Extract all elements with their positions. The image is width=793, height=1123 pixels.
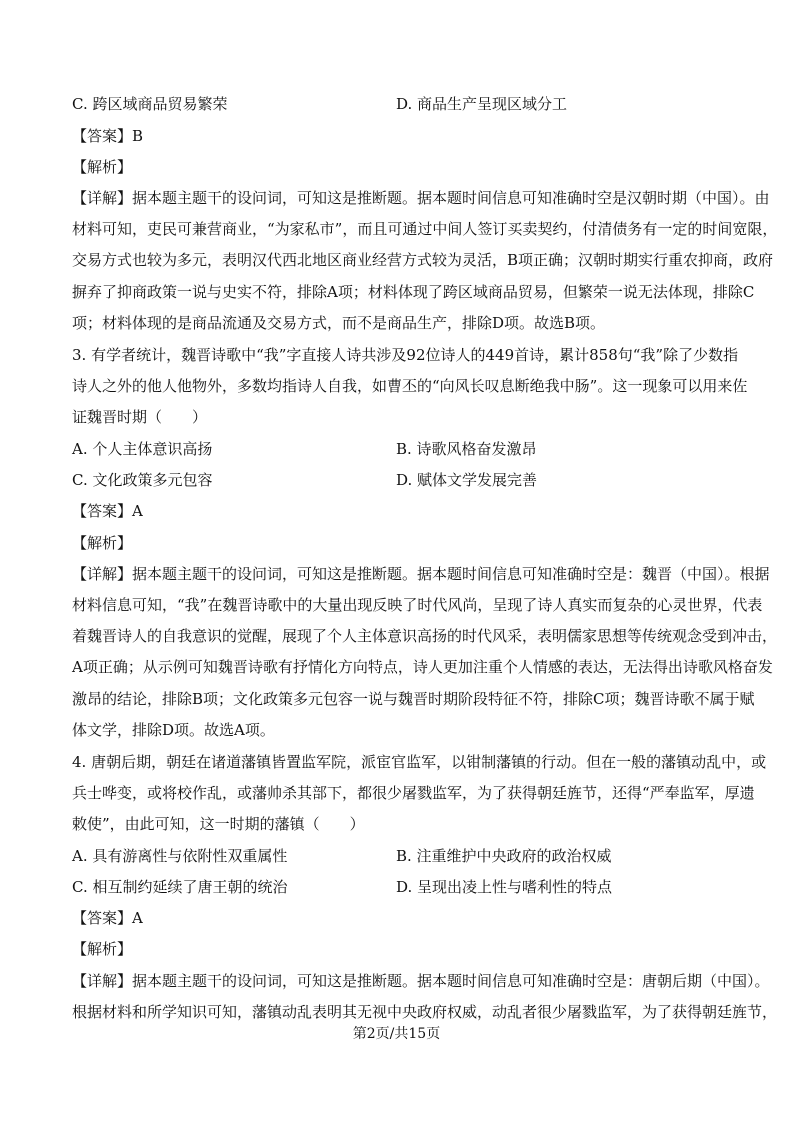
q3-analysis-label: 【解析】 <box>72 534 133 552</box>
page-number-footer: 第2页/共15页 <box>352 1026 441 1042</box>
q3-stem-line: 证魏晋时期（ ） <box>72 408 208 426</box>
q3-detail-line: 体文学，排除D项。故选A项。 <box>72 721 275 739</box>
q2-detail-line: 【详解】据本题主题干的设问词，可知这是推断题。据本题时间信息可知准确时空是汉朝时期（中国）。由 <box>72 189 770 207</box>
q4-stem-line: 4. 唐朝后期，朝廷在诸道藩镇皆置监军院，派宦官监军，以钳制藩镇的行动。但在一般的藩镇动乱中，或 <box>72 753 767 771</box>
q3-option-c: C. 文化政策多元包容 <box>72 471 213 489</box>
q2-detail-line: 材料可知，吏民可兼营商业，“为家私市”，而且可通过中间人签订买卖契约，付清债务有一定的时间宽限， <box>72 220 778 238</box>
q3-detail-line: A项正确；从示例可知魏晋诗歌有抒情化方向特点，诗人更加注重个人情感的表达，无法得出诗歌风格奋发 <box>72 658 773 676</box>
q3-detail-line: 激昂的结论，排除B项；文化政策多元包容一说与魏晋时期阶段特征不符，排除C项；魏晋诗歌不属于赋 <box>72 690 755 708</box>
q4-stem-line: 敕使”，由此可知，这一时期的藩镇（ ） <box>72 815 365 833</box>
q3-detail-line: 【详解】据本题主题干的设问词，可知这是推断题。据本题时间信息可知准确时空是：魏晋（中国）。根据 <box>72 565 770 583</box>
q2-detail-line: 摒弃了抑商政策一说与史实不符，排除A项；材料体现了跨区域商品贸易，但繁荣一说无法体现，排除C <box>72 283 755 301</box>
q2-detail-line: 交易方式也较为多元，表明汉代西北地区商业经营方式较为灵活，B项正确；汉朝时期实行重农抑商，政府 <box>72 251 774 269</box>
q3-option-a: A. 个人主体意识高扬 <box>72 440 213 458</box>
q4-option-d: D. 呈现出凌上性与嗜利性的特点 <box>396 878 613 896</box>
q4-option-b: B. 注重维护中央政府的政治权威 <box>396 847 612 865</box>
q3-answer: 【答案】A <box>72 502 143 520</box>
q3-stem-line: 诗人之外的他人他物外，多数均指诗人自我，如曹丕的“向风长叹息断绝我中肠”。这一现象可以用来佐 <box>72 377 748 395</box>
q3-stem-line: 3. 有学者统计，魏晋诗歌中“我”字直接人诗共涉及92位诗人的449首诗，累计858句“我”除了少数指 <box>72 346 739 364</box>
q2-answer: 【答案】B <box>72 127 144 145</box>
q4-stem-line: 兵士哗变，或将校作乱，或藩帅杀其部下，都很少屠戮监军，为了获得朝廷旌节，还得“严奉监军，厚遗 <box>72 784 755 802</box>
q4-answer: 【答案】A <box>72 909 143 927</box>
q4-analysis-label: 【解析】 <box>72 940 133 958</box>
q3-detail-line: 材料信息可知，“我”在魏晋诗歌中的大量出现反映了时代风尚，呈现了诗人真实而复杂的心灵世界，代表 <box>72 596 763 614</box>
q2-detail-line: 项；材料体现的是商品流通及交易方式，而不是商品生产，排除D项。故选B项。 <box>72 314 606 332</box>
q3-option-b: B. 诗歌风格奋发激昂 <box>396 440 537 458</box>
q4-detail-line: 根据材料和所学知识可知，藩镇动乱表明其无视中央政府权威，动乱者很少屠戮监军，为了获得朝廷旌节， <box>72 1003 778 1021</box>
q2-option-d: D. 商品生产呈现区域分工 <box>396 95 568 113</box>
q4-detail-line: 【详解】据本题主题干的设问词，可知这是推断题。据本题时间信息可知准确时空是：唐朝后期（中国）。 <box>72 972 770 990</box>
q2-analysis-label: 【解析】 <box>72 158 133 176</box>
q4-option-c: C. 相互制约延续了唐王朝的统治 <box>72 878 288 896</box>
q3-option-d: D. 赋体文学发展完善 <box>396 471 538 489</box>
q3-detail-line: 着魏晋诗人的自我意识的觉醒，展现了个人主体意识高扬的时代风采，表明儒家思想等传统观念受到冲击， <box>72 627 778 645</box>
q4-option-a: A. 具有游离性与依附性双重属性 <box>72 847 288 865</box>
q2-option-c: C. 跨区域商品贸易繁荣 <box>72 95 228 113</box>
